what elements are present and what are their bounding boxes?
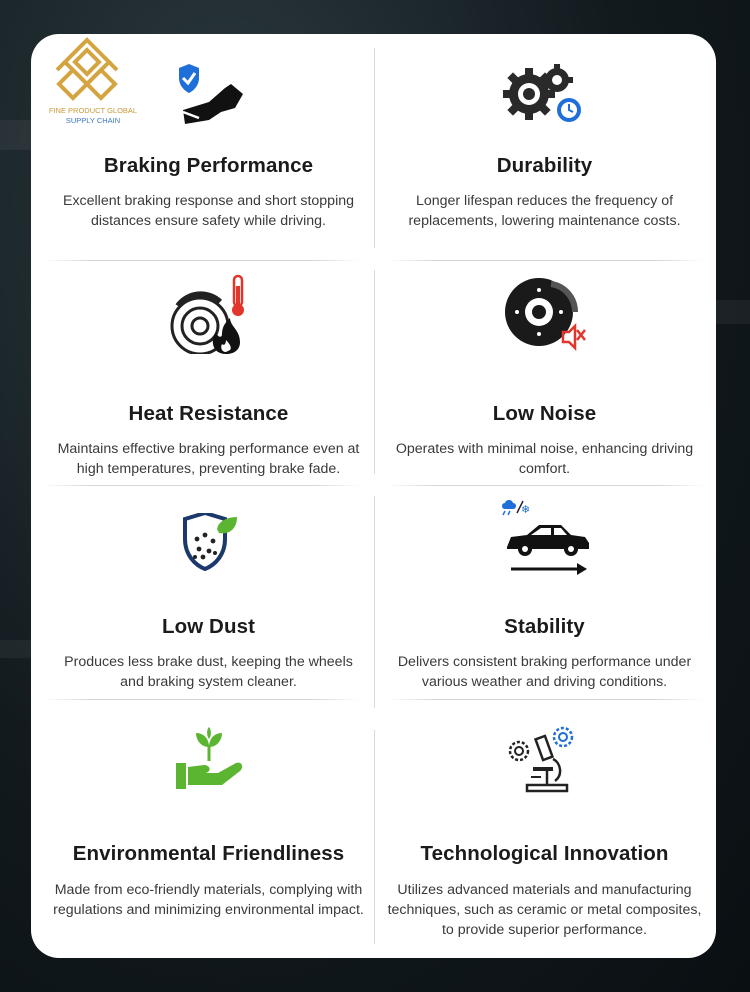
feature-braking-performance (37, 34, 380, 260)
feature-title: Low Dust (161, 615, 256, 638)
feature-description: Maintains effective braking performance even at high temperatures, preventing brake fade. (57, 441, 360, 477)
feature-description: Made from eco-friendly materials, complying with regulations and minimizing environmental impact. (53, 882, 364, 918)
feature-description: Produces less brake dust, keeping the wheels and braking system cleaner. (64, 654, 353, 690)
feature-description: Utilizes advanced materials and manufacturing techniques, such as ceramic or metal composites, to provide superior performance. (387, 882, 702, 938)
feature-low-dust (37, 485, 380, 699)
feature-durability (373, 34, 716, 260)
feature-heat-resistance (37, 260, 380, 485)
feature-title: Technological Innovation (420, 842, 669, 865)
car-weather-icon (373, 497, 716, 577)
brake-disc-mute-icon (373, 276, 716, 352)
feature-title: Durability (496, 154, 593, 177)
svg-text:❄: ❄ (520, 503, 530, 516)
feature-title: Heat Resistance (128, 402, 289, 425)
features-card (31, 34, 716, 958)
feature-title: Low Noise (492, 402, 597, 425)
logo-line1: FINE PRODUCT GLOBAL (48, 106, 138, 115)
feature-description: Operates with minimal noise, enhancing driving comfort. (395, 441, 694, 477)
braking-foot-shield-icon (37, 64, 380, 134)
gears-clock-icon (373, 64, 716, 128)
hand-plant-icon (37, 727, 380, 793)
shield-leaf-icon (37, 513, 380, 573)
feature-stability (373, 485, 716, 699)
microscope-gears-icon (373, 723, 716, 795)
feature-technological-innovation (373, 699, 716, 958)
feature-description: Delivers consistent braking performance under various weather and driving conditions. (397, 654, 692, 690)
logo-line2: SUPPLY CHAIN (65, 116, 121, 125)
brake-disc-flame-icon (37, 274, 380, 354)
feature-title: Environmental Friendliness (72, 842, 345, 865)
feature-environmental-friendliness (37, 699, 380, 958)
feature-title: Stability (504, 615, 585, 638)
feature-title: Braking Performance (103, 154, 314, 177)
feature-description: Longer lifespan reduces the frequency of replacements, lowering maintenance costs. (408, 193, 681, 229)
feature-description: Excellent braking response and short stopping distances ensure safety while driving. (62, 193, 355, 229)
feature-low-noise (373, 260, 716, 485)
